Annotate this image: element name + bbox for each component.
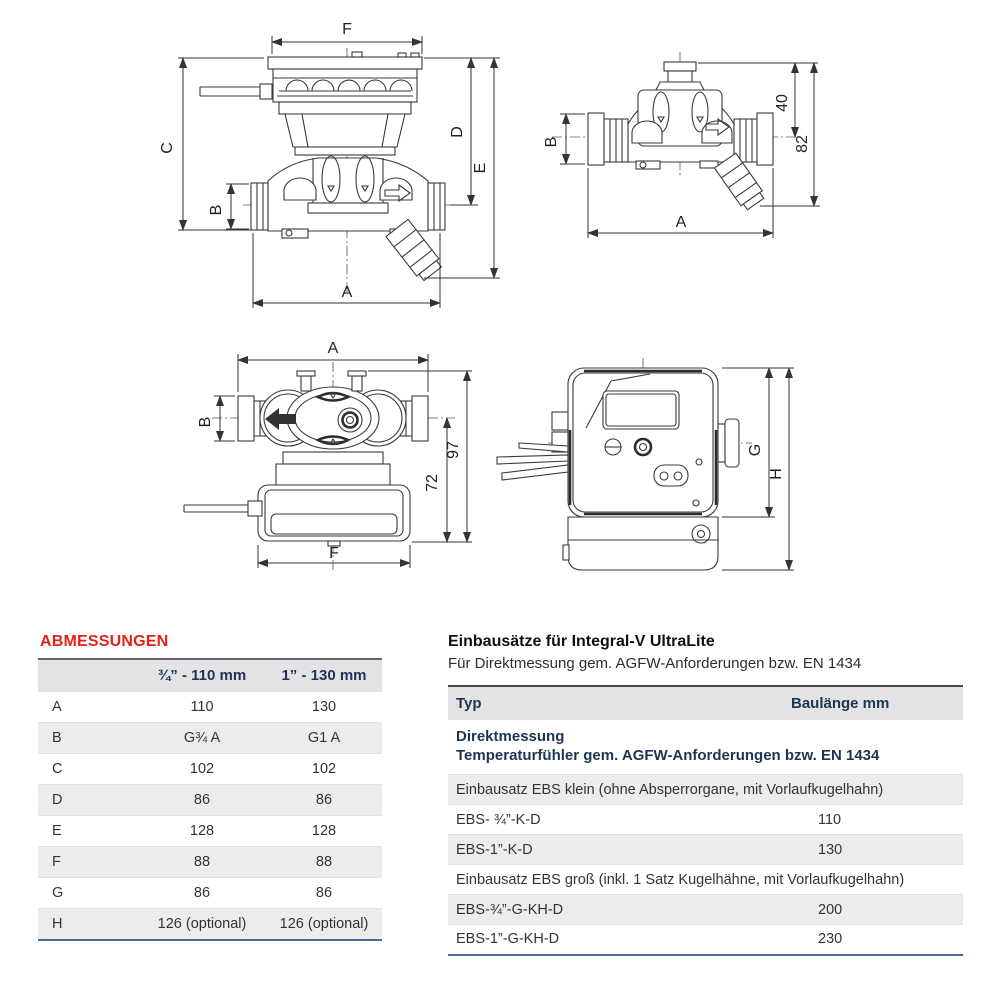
dim-key: D [38,785,138,816]
dim-label-h: H [768,468,785,480]
type-label: EBS- ¾”-K-D [448,805,783,835]
dim-label-f: F [329,545,339,562]
dim-value: 88 [266,847,382,878]
dim-label-d: D [449,126,466,138]
table-row [38,723,382,754]
einbausaetze-header-row [448,686,963,720]
group-label: Einbausatz EBS groß (inkl. 1 Satz Kugelhähne, mit Vorlaufkugelhahn) [448,865,963,895]
table-row [38,754,382,785]
dim-label-b: B [208,204,225,216]
dim-value: G1 A [266,723,382,754]
group-label: Einbausatz EBS klein (ohne Absperrorgane, mit Vorlaufkugelhahn) [448,775,963,805]
dim-label-f: F [342,21,352,38]
einbausaetze-section [448,633,963,956]
dim-value: 86 [266,785,382,816]
einbausaetze-subtitle: Für Direktmessung gem. AGFW-Anforderungen bzw. EN 1434 [448,655,862,672]
dim-label-b: B [197,416,214,428]
group-row [448,775,963,805]
body-side-view-drawing [543,52,820,238]
top-view-drawing [184,340,472,572]
dim-label-a: A [341,284,353,301]
sensor-connector [654,465,688,486]
dim-label-82: 82 [794,135,811,153]
temperature-probe [184,501,262,516]
length-value: 130 [783,835,963,865]
dim-value: 128 [138,816,266,847]
dim-label-g: G [747,443,764,457]
length-value: 230 [783,925,963,955]
table-row [448,805,963,835]
dim-label-e: E [472,162,489,174]
col-typ: Typ [448,686,783,720]
dim-value: 88 [138,847,266,878]
type-label: EBS-¾”-G-KH-D [448,895,783,925]
dim-value: 102 [266,754,382,785]
dim-key: A [38,692,138,723]
section-header-row [448,720,963,775]
table-row [38,878,382,909]
table-row [448,925,963,955]
dim-label-a: A [675,214,687,231]
dim-value: 126 (optional) [266,909,382,940]
table-row [38,692,382,723]
section-line2: Temperaturfühler gem. AGFW-Anforderungen bzw. EN 1434 [456,747,880,764]
abmessungen-table [38,658,382,941]
table-row [38,816,382,847]
dim-value: 126 (optional) [138,909,266,940]
length-value: 110 [783,805,963,835]
abmessungen-col-empty [38,659,138,692]
table-row [38,909,382,940]
abmessungen-title: ABMESSUNGEN [40,633,169,650]
register-side-view-drawing [497,358,794,570]
abmessungen-col-size2: 1” - 130 mm [266,659,382,692]
dim-key: G [38,878,138,909]
dim-label-72: 72 [424,474,441,492]
dim-value: G¾ A [138,723,266,754]
cables [497,443,568,480]
table-row [448,835,963,865]
dim-value: 130 [266,692,382,723]
dim-value: 102 [138,754,266,785]
abmessungen-header-row [38,659,382,692]
type-label: EBS-1”-G-KH-D [448,925,783,955]
dim-key: E [38,816,138,847]
dim-value: 110 [138,692,266,723]
dim-key: C [38,754,138,785]
dim-value: 86 [266,878,382,909]
abmessungen-section [38,633,382,941]
table-row [38,847,382,878]
dim-key: H [38,909,138,940]
dim-value: 86 [138,785,266,816]
dim-label-a: A [327,340,339,357]
dim-label-c: C [159,142,176,154]
lcd-display [603,391,679,429]
dim-value: 86 [138,878,266,909]
temperature-probe [200,84,272,99]
abmessungen-col-size1: ¾” - 110 mm [138,659,266,692]
einbausaetze-title: Einbausätze für Integral-V UltraLite [448,633,715,650]
dim-key: B [38,723,138,754]
type-label: EBS-1”-K-D [448,835,783,865]
dim-label-97: 97 [445,441,462,459]
length-value: 200 [783,895,963,925]
dim-key: F [38,847,138,878]
table-row [448,895,963,925]
einbausaetze-table [448,685,963,956]
front-view-drawing [159,21,500,308]
table-row [38,785,382,816]
section-line1: Direktmessung [456,728,565,745]
dim-label-b: B [543,136,560,148]
group-row [448,865,963,895]
dim-label-40: 40 [774,94,791,112]
dim-value: 128 [266,816,382,847]
col-baulaenge: Baulänge mm [783,686,963,720]
